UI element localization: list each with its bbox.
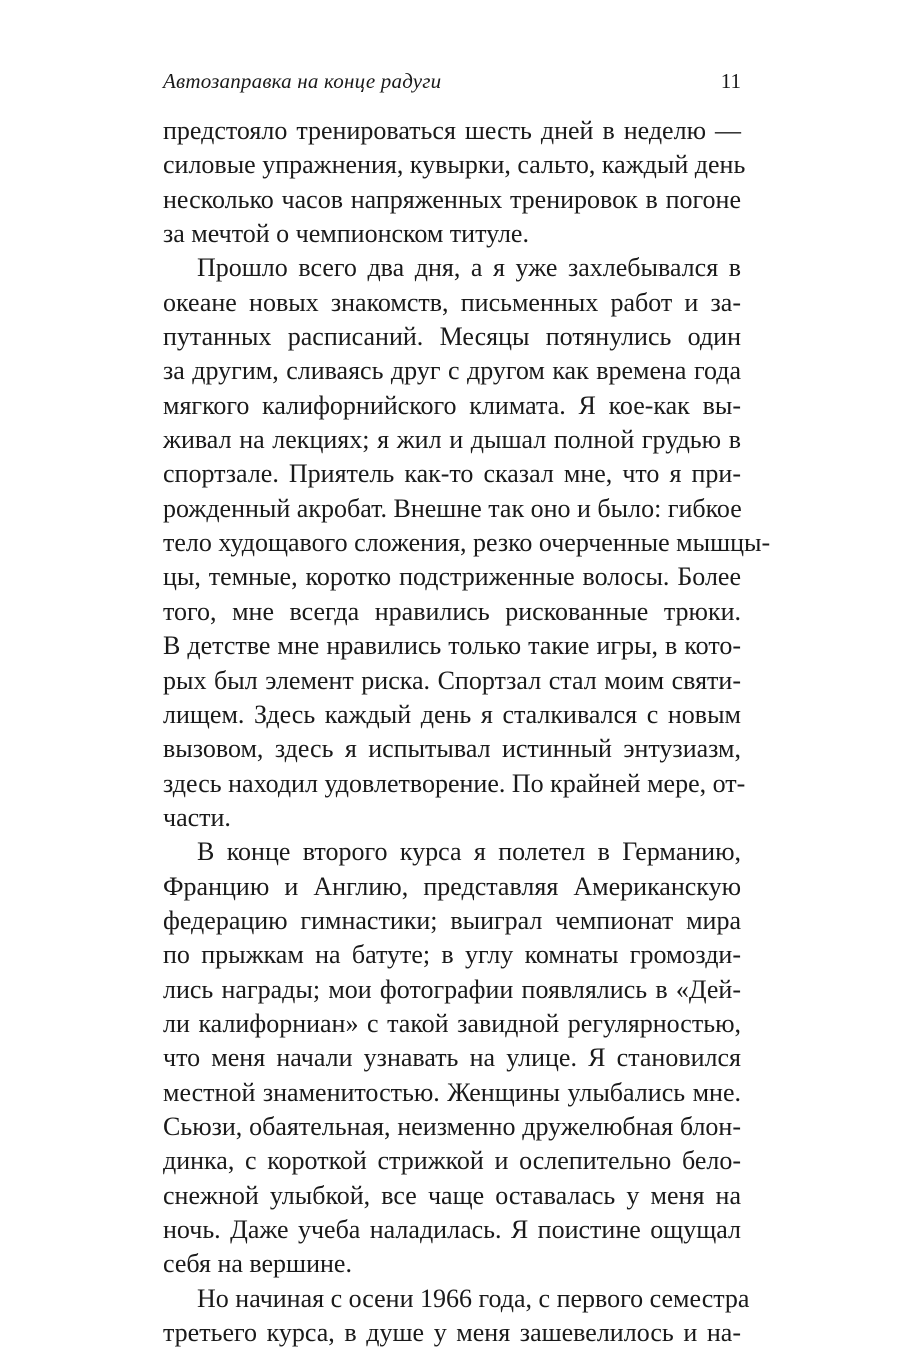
text-line: динка, с короткой стрижкой и ослепительно бело- bbox=[163, 1146, 741, 1176]
text-line: ночь. Даже учеба наладилась. Я поистине ощущал bbox=[163, 1215, 741, 1244]
text-line: снежной улыбкой, все чаще оставалась у меня на bbox=[163, 1180, 741, 1210]
text-line: Прошло всего два дня, а я уже захлебывался в bbox=[197, 253, 741, 283]
text-line: федерацию гимнастики; выиграл чемпионат мира bbox=[163, 905, 741, 935]
text-line: предстояло тренироваться шесть дней в неделю — bbox=[163, 116, 741, 145]
text-line: ли калифорниан» с такой завидной регулярностью, bbox=[163, 1008, 741, 1038]
text-line: несколько часов напряженных тренировок в погоне bbox=[163, 184, 741, 214]
text-line: Сьюзи, обаятельная, неизменно дружелюбная блон- bbox=[163, 1111, 741, 1141]
text-line: что меня начали узнавать на улице. Я становился bbox=[163, 1043, 741, 1073]
text-line: В конце второго курса я полетел в Германию, bbox=[197, 837, 741, 867]
text-line: рых был элемент риска. Спортзал стал моим святи- bbox=[163, 665, 741, 695]
text-line: рожденный акробат. Внешне так оно и было: гибкое bbox=[163, 493, 742, 523]
text-line: того, мне всегда нравились рискованные трюки. bbox=[163, 596, 741, 626]
text-line: тело худощавого сложения, резко очерченные мышцы- bbox=[163, 528, 771, 558]
text-line: живал на лекциях; я жил и дышал полной грудью в bbox=[163, 425, 741, 455]
text-line: Но начиная с осени 1966 года, с первого семестра bbox=[197, 1283, 750, 1313]
running-head bbox=[163, 64, 741, 98]
text-line: океане новых знакомств, письменных работ и за- bbox=[163, 287, 741, 317]
page-number: 11 bbox=[720, 69, 741, 93]
running-title: Автозаправка на конце радуги bbox=[163, 69, 442, 93]
text-line: себя на вершине. bbox=[163, 1249, 352, 1279]
text-line: за другим, сливаясь друг с другом как времена года bbox=[163, 356, 741, 386]
text-line: местной знаменитостью. Женщины улыбались мне. bbox=[163, 1077, 741, 1107]
body-text bbox=[163, 114, 771, 1350]
text-line: третьего курса, в душе у меня зашевелилось и на- bbox=[163, 1318, 741, 1348]
text-line: Францию и Англию, представляя Американскую bbox=[163, 871, 741, 901]
text-line: вызовом, здесь я испытывал истинный энтузиазм, bbox=[163, 734, 741, 764]
text-line: лись награды; мои фотографии появлялись в «Дей- bbox=[163, 974, 741, 1004]
text-line: мягкого калифорнийского климата. Я кое-как вы- bbox=[163, 390, 741, 420]
text-line: лищем. Здесь каждый день я сталкивался с новым bbox=[163, 699, 741, 729]
text-line: за мечтой о чемпионском титуле. bbox=[163, 219, 529, 249]
text-line: здесь находил удовлетворение. По крайней мере, от- bbox=[163, 768, 746, 798]
text-line: цы, темные, коротко подстриженные волосы. Более bbox=[163, 562, 741, 592]
text-line: спортзале. Приятель как-то сказал мне, что я при- bbox=[163, 459, 741, 489]
text-line: силовые упражнения, кувырки, сальто, каждый день bbox=[163, 150, 746, 180]
text-line: путанных расписаний. Месяцы потянулись один bbox=[163, 322, 741, 352]
text-line: В детстве мне нравились только такие игры, в кото- bbox=[163, 631, 741, 661]
text-line: части. bbox=[163, 802, 231, 832]
text-line: по прыжкам на батуте; в углу комнаты громозди- bbox=[163, 940, 741, 970]
